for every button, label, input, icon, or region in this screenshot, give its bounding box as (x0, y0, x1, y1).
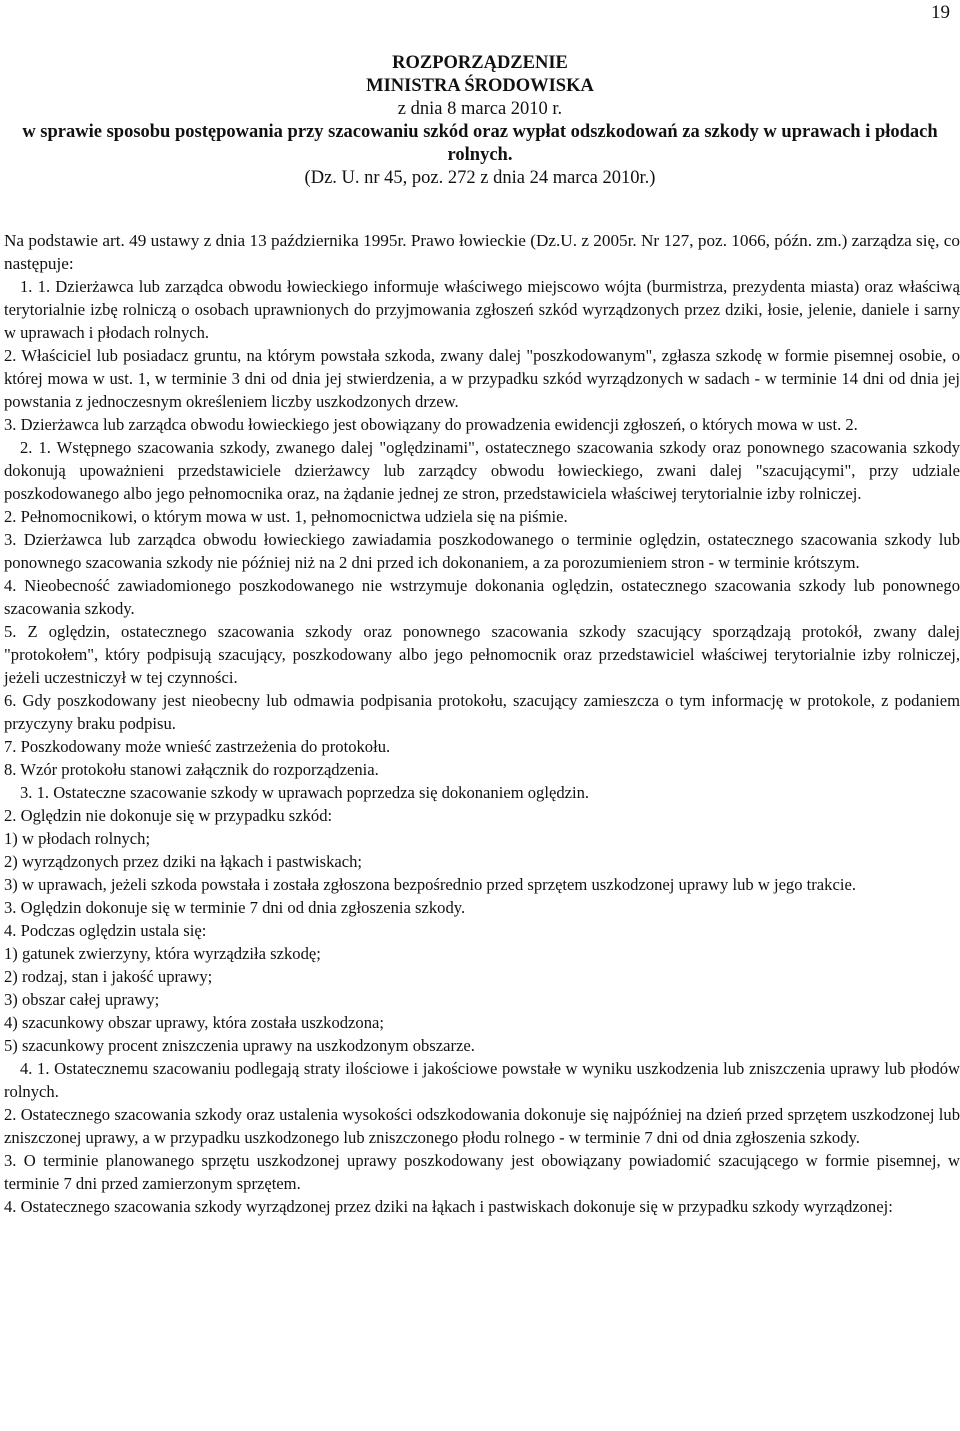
paragraph: 3. Dzierżawca lub zarządca obwodu łowieckiego jest obowiązany do prowadzenia ewidencji zgłoszeń, o których mowa w ust. 2. (4, 415, 858, 434)
list-item: 2) wyrządzonych przez dziki na łąkach i pastwiskach; (4, 852, 362, 871)
paragraph: 4. 1. Ostatecznemu szacowaniu podlegają straty ilościowe i jakościowe powstałe w wyniku uszkodzenia lub zniszczenia uprawy lub płodów rolnych. (4, 1059, 960, 1101)
journal-reference: (Dz. U. nr 45, poz. 272 z dnia 24 marca 2010r.) (304, 168, 656, 188)
paragraph: 2. Ostatecznego szacowania szkody oraz ustalenia wysokości odszkodowania dokonuje się najpóźniej na dzień przed sprzętem uszkodzonej lub zniszczonej uprawy, a w przypadku uszkodzonego lub zniszczonego płodu rolnego - w terminie 7 dni od dnia zgłoszenia szkody. (4, 1105, 960, 1147)
paragraph: 3. Oględzin dokonuje się w terminie 7 dni od dnia zgłoszenia szkody. (4, 898, 466, 917)
list-item: 3) obszar całej uprawy; (4, 990, 160, 1009)
paragraph: 4. Nieobecność zawiadomionego poszkodowanego nie wstrzymuje dokonania oględzin, ostatecznego szacowania szkody lub ponownego szacowania szkody. (4, 576, 960, 618)
regulation-type: ROZPORZĄDZENIE (392, 53, 568, 73)
paragraph: 2. Oględzin nie dokonuje się w przypadku szkód: (4, 806, 333, 825)
paragraph: 2. 1. Wstępnego szacowania szkody, zwanego dalej "oględzinami", ostatecznego szacowania szkody oraz ponownego szacowania szkody dokonują upoważnieni przedstawiciele dzierżawcy lub zarządcy obwodu łowieckiego, zwani dalej "szacującymi", przy udziale poszkodowanego albo jego pełnomocnika oraz, na żądanie jednej ze stron, przedstawiciela właściwej terytorialnie izby rolniczej. (4, 438, 960, 503)
list-item: 3) w uprawach, jeżeli szkoda powstała i została zgłoszona bezpośrednio przed sprzętem uszkodzonej uprawy lub w jego trakcie. (4, 875, 856, 894)
paragraph: 2. Pełnomocnikowi, o którym mowa w ust. 1, pełnomocnictwa udziela się na piśmie. (4, 507, 568, 526)
document-body (4, 229, 960, 1218)
paragraph: 7. Poszkodowany może wnieść zastrzeżenia do protokołu. (4, 737, 391, 756)
preamble: Na podstawie art. 49 ustawy z dnia 13 października 1995r. Prawo łowieckie (Dz.U. z 2005r. Nr 127, poz. 1066, późn. zm.) zarządza się, co następuje: (4, 231, 960, 273)
list-item: 1) gatunek zwierzyny, która wyrządziła szkodę; (4, 944, 321, 963)
paragraph: 8. Wzór protokołu stanowi załącznik do rozporządzenia. (4, 760, 379, 779)
issuing-authority: MINISTRA ŚRODOWISKA (366, 76, 594, 96)
list-item: 4) szacunkowy obszar uprawy, która została uszkodzona; (4, 1013, 384, 1032)
paragraph: 2. Właściciel lub posiadacz gruntu, na którym powstała szkoda, zwany dalej "poszkodowanym", zgłasza szkodę w formie pisemnej osobie, o której mowa w ust. 1, w terminie 3 dni od dnia jej stwierdzenia, a w przypadku szkód wyrządzonych w sadach - w terminie 14 dni od dnia jej powstania z jednoczesnym określeniem liczby uszkodzonych drzew. (4, 346, 960, 411)
paragraph: 4. Podczas oględzin ustala się: (4, 921, 207, 940)
paragraph: 6. Gdy poszkodowany jest nieobecny lub odmawia podpisania protokołu, szacujący zamieszcza o tym informację w protokole, z podaniem przyczyny braku podpisu. (4, 691, 960, 733)
paragraph: 3. Dzierżawca lub zarządca obwodu łowieckiego zawiadamia poszkodowanego o terminie oględzin, ostatecznego szacowania szkody lub ponownego szacowania szkody nie później niż na 2 dni przed ich dokonaniem, a za porozumieniem stron - w terminie krótszym. (4, 530, 960, 572)
list-item: 5) szacunkowy procent zniszczenia uprawy na uszkodzonym obszarze. (4, 1036, 475, 1055)
paragraph: 4. Ostatecznego szacowania szkody wyrządzonej przez dziki na łąkach i pastwiskach dokonuje się w przypadku szkody wyrządzonej: (4, 1197, 893, 1216)
paragraph: 3. O terminie planowanego sprzętu uszkodzonej uprawy poszkodowany jest obowiązany powiadomić szacującego w formie pisemnej, w terminie 7 dni przed zamierzonym sprzętem. (4, 1151, 960, 1193)
page-number: 19 (931, 2, 950, 23)
paragraph: 1. 1. Dzierżawca lub zarządca obwodu łowieckiego informuje właściwego miejscowo wójta (burmistrza, prezydenta miasta) oraz właściwą terytorialnie izbę rolniczą o osobach uprawnionych do przyjmowania zgłoszeń szkód wyrządzonych przez dziki, łosie, jelenie, daniele i sarny w uprawach i płodach rolnych. (4, 277, 960, 342)
regulation-subject: w sprawie sposobu postępowania przy szacowaniu szkód oraz wypłat odszkodowań za szkody w uprawach i płodach rolnych. (22, 122, 938, 165)
list-item: 2) rodzaj, stan i jakość uprawy; (4, 967, 213, 986)
paragraph: 5. Z oględzin, ostatecznego szacowania szkody oraz ponownego szacowania szkody szacujący sporządzają protokół, zwany dalej "protokołem", który podpisują szacujący, poszkodowany albo jego pełnomocnik oraz przedstawiciel właściwej terytorialnie izby rolniczej, jeżeli uczestniczył w tej czynności. (4, 622, 960, 687)
document-header (0, 52, 960, 190)
issue-date: z dnia 8 marca 2010 r. (397, 99, 563, 119)
list-item: 1) w płodach rolnych; (4, 829, 151, 848)
paragraph: 3. 1. Ostateczne szacowanie szkody w uprawach poprzedza się dokonaniem oględzin. (20, 783, 590, 802)
